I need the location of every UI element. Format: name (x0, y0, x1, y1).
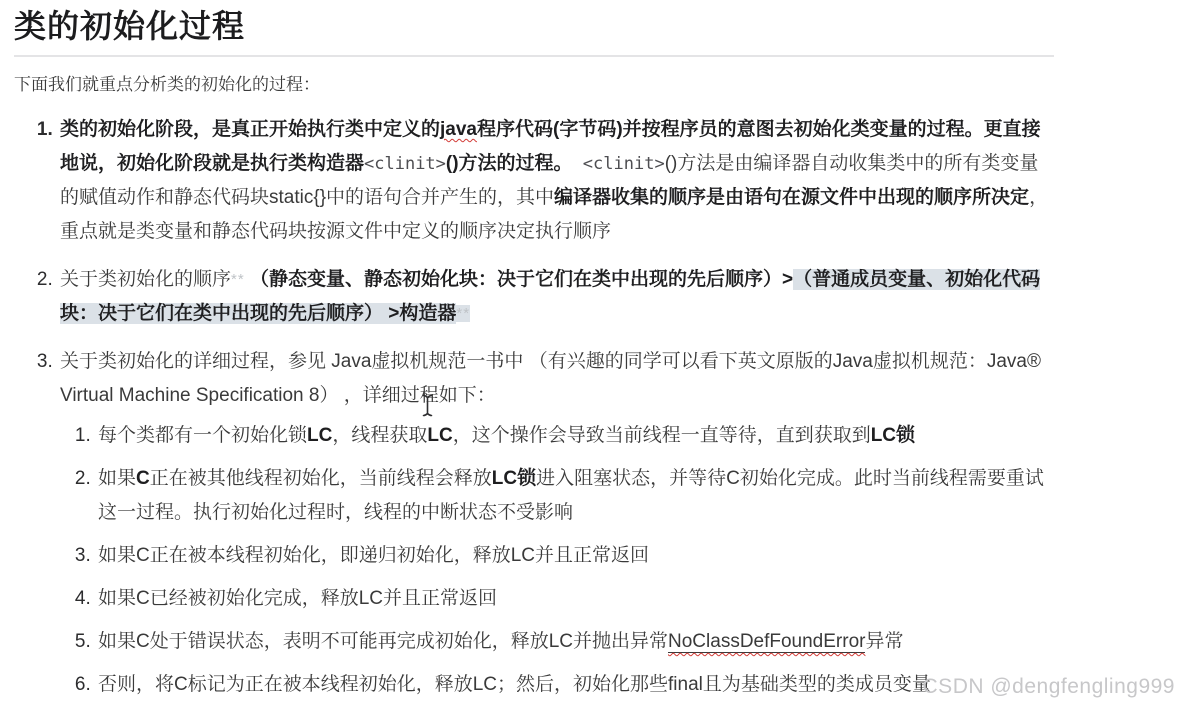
text-segment: 进入阻塞状态，并等待C初始化完成。此时当前线程需要重试这一过程。执行初始化过程时，线程的中断状态不受影响 (98, 468, 1044, 523)
text-segment: LC锁 (491, 468, 537, 489)
title-divider (14, 55, 1054, 57)
sub-list-item-6 (96, 668, 1056, 702)
intro-paragraph: 下面我们就重点分析类的初始化的过程： (14, 75, 320, 94)
text-segment: LC锁 (870, 425, 916, 446)
text-segment: C (136, 468, 150, 489)
sub-list-item-4 (96, 582, 1056, 616)
text-segment: ，线程获取 (332, 425, 428, 446)
sub-list-item-3 (96, 539, 1056, 573)
text-segment: 如果C处于错误状态，表明不可能再完成初始化，释放LC并抛出异常 (98, 631, 669, 652)
spellchecked-word: java (440, 119, 477, 140)
main-list-item-2 (58, 263, 1056, 331)
text-segment: 每个类都有一个初始化锁 (98, 425, 308, 446)
text-segment: 否则，将C标记为正在被本线程初始化，释放LC；然后，初始化那些final且为基础类型的类成员变量 (98, 674, 931, 695)
text-segment: 如果 (98, 468, 137, 489)
text-segment: LC (307, 425, 333, 446)
sub-list-item-2 (96, 462, 1056, 530)
text-segment: 编译器收集的顺序是由语句在源文件中出现的顺序所决定 (554, 187, 1030, 208)
markdown-asterisks: ** (456, 305, 471, 322)
sub-list-item-1 (96, 419, 1056, 453)
main-list-item-1 (58, 113, 1056, 249)
inline-code-clinit: <clinit> (572, 154, 665, 174)
text-segment: 正在被其他线程初始化，当前线程会释放 (149, 468, 492, 489)
text-segment: LC (427, 425, 453, 446)
text-cursor-icon (421, 394, 434, 422)
text-segment: 关于类初始化的顺序 (60, 269, 232, 290)
text-segment: 异常 (865, 631, 904, 652)
text-segment: 类的初始化阶段，是真正开始执行类中定义的 (60, 119, 441, 140)
text-segment: ()方法的过程。 (445, 153, 573, 174)
inline-code-clinit: <clinit> (364, 154, 446, 174)
sub-ordered-list (60, 419, 1056, 702)
text-segment: 如果C已经被初始化完成，释放LC并且正常返回 (98, 588, 498, 609)
text-segment: 关于类初始化的详细过程，参见 Java虚拟机规范一书中 （有兴趣的同学可以看下英文原版的Java虚拟机规范：Java® Virtual Machine Specification 8） ，详细过程如下： (60, 351, 1041, 406)
text-segment: （静态变量、静态初始化块：决于它们在类中出现的先后顺序）> (244, 269, 794, 290)
sub-list-item-5 (96, 625, 1056, 659)
highlighted-text-segment: （普通成员变量、初始化代码块：决于它们在类中出现的先后顺序） >构造器 (60, 269, 1041, 324)
page-title: 类的初始化过程 (14, 8, 246, 44)
text-segment: 如果C正在被本线程初始化，即递归初始化，释放LC并且正常返回 (98, 545, 650, 566)
csdn-watermark: CSDN @dengfengling999 (922, 675, 1175, 698)
main-list-item-3 (58, 345, 1056, 702)
markdown-asterisks: ** (231, 271, 245, 288)
text-segment: ()方法是由编译器自动收集类中的所有类变量的赋值动作和静态代码块static{}中的语句合并产生的，其中 (60, 153, 1039, 208)
text-segment: ，重点就是类变量和静态代码块按源文件中定义的顺序决定执行顺序 (60, 187, 1049, 242)
main-ordered-list (14, 113, 1056, 702)
text-segment: ，这个操作会导致当前线程一直等待，直到获取到 (452, 425, 871, 446)
text-segment: 程序代码(字节码)并按程序员的意图去初始化类变量的过程。更直接地说，初始化阶段就是执行类构造器 (60, 119, 1041, 174)
exception-name-underlined: NoClassDefFoundError (668, 631, 866, 652)
